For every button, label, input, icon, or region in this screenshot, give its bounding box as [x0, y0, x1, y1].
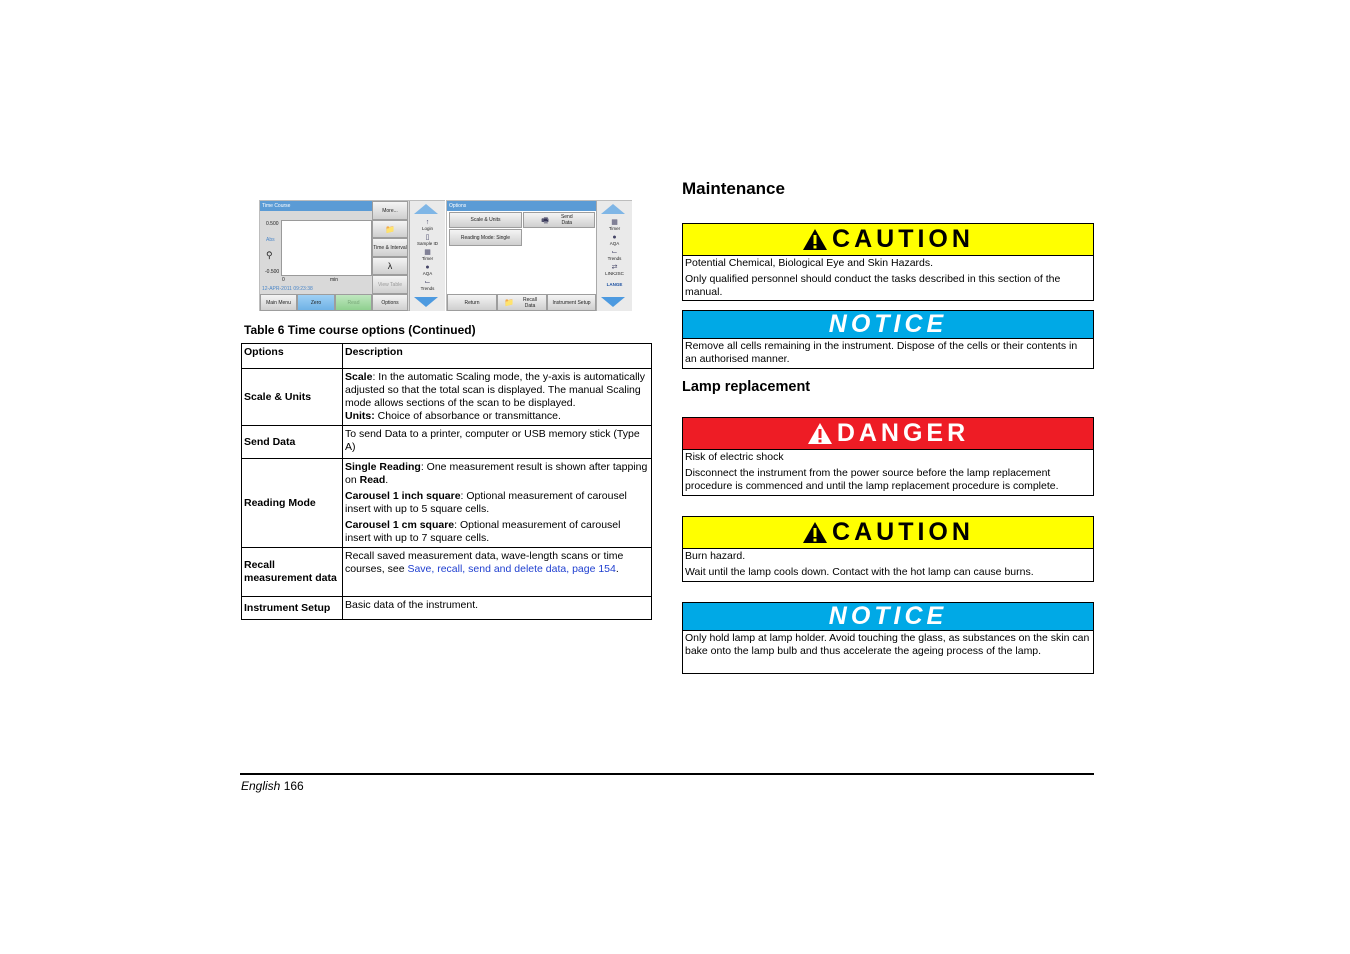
sidebar-item-label: Trends [607, 256, 622, 261]
sidebar-item-label: Trends [420, 286, 435, 291]
option-name: Send Data [242, 426, 343, 459]
option-name: Recall measurement data [242, 548, 343, 597]
notice-box [682, 310, 1094, 369]
caution-body [683, 256, 1093, 302]
screen-title: Options [447, 201, 596, 211]
options-button[interactable]: Options [372, 294, 408, 311]
term-text: . [615, 563, 619, 575]
notice-body [683, 631, 1093, 661]
view-table-button[interactable]: View Table [372, 275, 408, 294]
login-icon: ↑ [425, 219, 430, 226]
return-button[interactable]: Return [447, 294, 497, 311]
term: Carousel 1 inch square [345, 490, 461, 502]
time-course-screenshot [259, 200, 445, 311]
sidebar [409, 201, 445, 311]
caution-text: Only qualified personnel should conduct the tasks described in this section of the manual. [685, 273, 1061, 298]
caution-box [682, 223, 1094, 301]
sidebar-item-aqa[interactable] [597, 234, 632, 246]
warning-triangle-icon [802, 521, 828, 544]
footer [241, 779, 304, 793]
option-description [343, 459, 652, 548]
notice-header [683, 603, 1093, 631]
option-name: Reading Mode [242, 459, 343, 548]
caution-text: Wait until the lamp cools down. Contact with the hot lamp can cause burns. [685, 566, 1034, 578]
cross-reference-link[interactable]: Save, recall, send and delete data, page 154 [407, 563, 616, 575]
main-menu-button[interactable] [260, 294, 297, 311]
caution-text: Potential Chemical, Biological Eye and Skin Hazards. [685, 257, 934, 269]
term: Units: [345, 410, 375, 422]
caution-header [683, 517, 1093, 549]
options-screenshot [446, 200, 632, 311]
caution-text: Burn hazard. [685, 550, 746, 562]
plot-area [281, 220, 372, 276]
notice-text: Only hold lamp at lamp holder. Avoid touching the glass, as substances on the skin can bake onto the lamp bulb and thus accelerate the ageing process of the lamp. [685, 632, 1090, 657]
sidebar-item-trends[interactable] [597, 249, 632, 261]
sidebar-item-label: Timer [421, 256, 434, 261]
scale-units-button[interactable]: Scale & Units [449, 212, 522, 228]
sidebar-item-link2sc[interactable] [597, 264, 632, 276]
term-text: : Optional measurement of carousel insert with up to 7 square cells. [345, 519, 621, 544]
y-max-label: 0.500 [266, 221, 279, 227]
lange-logo: LANGE [606, 282, 623, 287]
caution-body [683, 549, 1093, 582]
zero-button[interactable]: Zero [297, 294, 335, 311]
store-button[interactable] [372, 220, 408, 238]
term: Scale [345, 371, 373, 383]
recall-data-button[interactable] [497, 294, 547, 311]
warning-triangle-icon [807, 422, 833, 445]
caution-box [682, 516, 1094, 582]
sidebar-item-label: LINK2SC [605, 271, 624, 276]
table-row [242, 459, 652, 548]
caution-label: CAUTION [832, 225, 974, 253]
caution-label: CAUTION [832, 518, 974, 546]
option-description [343, 548, 652, 597]
term-text: : In the automatic Scaling mode, the y-axis is automatically adjusted so that the total scan is displayed. The manual Scaling mode allows sections of the scan to be displayed. [345, 371, 645, 409]
warning-triangle-icon [802, 228, 828, 251]
scroll-down-icon[interactable] [414, 297, 438, 307]
sidebar-item-trends[interactable] [410, 279, 445, 291]
trends-icon: ⌙ [424, 279, 431, 286]
sidebar-item-lange[interactable] [597, 282, 632, 287]
page-number: 166 [283, 779, 304, 793]
term-text: Choice of absorbance or transmittance. [374, 410, 561, 422]
sample-id-icon: ▯ [425, 234, 430, 241]
folder-icon: 📁 [385, 224, 395, 234]
notice-box [682, 602, 1094, 674]
send-data-button[interactable] [523, 212, 595, 228]
send-icon: 🖷 [541, 215, 549, 225]
folder-icon: 📁 [504, 298, 514, 307]
option-description: Basic data of the instrument. [343, 597, 652, 620]
sidebar-item-label: Sample ID [416, 241, 438, 246]
scroll-up-icon[interactable] [414, 204, 438, 214]
sidebar [596, 201, 632, 311]
danger-label: DANGER [836, 419, 970, 447]
sidebar-item-timer[interactable] [410, 249, 445, 261]
term-text: : Optional measurement of carousel insert with up to 5 square cells. [345, 490, 627, 515]
table-row [242, 369, 652, 426]
sidebar-item-label: Login [421, 226, 433, 231]
more-button[interactable]: More... [372, 201, 408, 220]
notice-header [683, 311, 1093, 339]
scroll-down-icon[interactable] [601, 297, 625, 307]
sidebar-item-sample-id[interactable] [410, 234, 445, 246]
aqa-icon: ● [612, 234, 617, 241]
footer-rule [240, 773, 1094, 775]
reading-mode-button[interactable]: Reading Mode: Single [449, 229, 522, 246]
notice-body [683, 339, 1093, 369]
option-description [343, 369, 652, 426]
link2sc-icon: ⇄ [611, 264, 618, 271]
danger-body [683, 450, 1093, 496]
x-start-label: 0 [282, 277, 285, 283]
aqa-icon: ● [425, 264, 430, 271]
y-unit-label: Abs [266, 237, 275, 243]
table-header-row [242, 344, 652, 369]
sidebar-item-aqa[interactable] [410, 264, 445, 276]
options-table [241, 343, 652, 620]
read-button[interactable]: Read [335, 294, 372, 311]
option-name: Scale & Units [242, 369, 343, 426]
sidebar-item-label: Timer [608, 226, 621, 231]
trends-icon: ⌙ [611, 249, 618, 256]
caution-header [683, 224, 1093, 256]
wavelength-button[interactable]: λ [372, 257, 408, 275]
sidebar-item-label: AQA [609, 241, 620, 246]
table-row [242, 426, 652, 459]
term-text: : One measurement result is shown after tapping on [345, 461, 648, 486]
sidebar-item-label: AQA [422, 271, 433, 276]
sidebar-item-login[interactable] [410, 219, 445, 231]
column-header: Description [343, 344, 652, 369]
notice-label: NOTICE [828, 602, 948, 630]
scroll-up-icon[interactable] [601, 204, 625, 214]
danger-header [683, 418, 1093, 450]
notice-text: Remove all cells remaining in the instrument. Dispose of the cells or their contents in an authorised manner. [685, 340, 1078, 365]
zoom-icon: ⚲ [266, 250, 273, 260]
danger-text: Disconnect the instrument from the power source before the lamp replacement procedure is commenced and until the lamp replacement procedure is complete. [685, 467, 1059, 492]
y-min-label: -0.500 [265, 269, 280, 275]
timer-icon: ▦ [611, 219, 618, 226]
term-text: . [385, 474, 389, 486]
time-interval-button[interactable]: Time & Interval [372, 238, 408, 257]
timer-icon: ▦ [424, 249, 431, 256]
subsection-heading: Lamp replacement [682, 379, 811, 395]
term: Carousel 1 cm square [345, 519, 455, 531]
term: Read [359, 474, 386, 486]
screen-title: Time Course [260, 201, 372, 211]
term: Single Reading [345, 461, 421, 473]
notice-label: NOTICE [828, 310, 948, 338]
danger-box [682, 417, 1094, 496]
table-row [242, 597, 652, 620]
send-data-label: Send Data [560, 214, 573, 226]
column-header: Options [242, 344, 343, 369]
recall-data-label: Recall Data [523, 296, 537, 309]
danger-text: Risk of electric shock [685, 451, 784, 463]
table-caption: Table 6 Time course options (Continued) [244, 323, 476, 337]
option-name: Instrument Setup [242, 597, 343, 620]
table-row [242, 548, 652, 597]
footer-language: English [241, 779, 281, 793]
sidebar-item-timer[interactable] [597, 219, 632, 231]
option-description: To send Data to a printer, computer or USB memory stick (Type A) [343, 426, 652, 459]
term-text: Recall saved measurement data, wave-length scans or time courses, see [345, 550, 624, 575]
main-menu-label: Main Menu [266, 299, 291, 306]
section-heading: Maintenance [682, 179, 785, 198]
instrument-setup-button[interactable]: Instrument Setup [547, 294, 596, 311]
timestamp: 12-APR-2011 09:23:38 [262, 286, 313, 292]
x-unit-label: min [330, 277, 339, 283]
